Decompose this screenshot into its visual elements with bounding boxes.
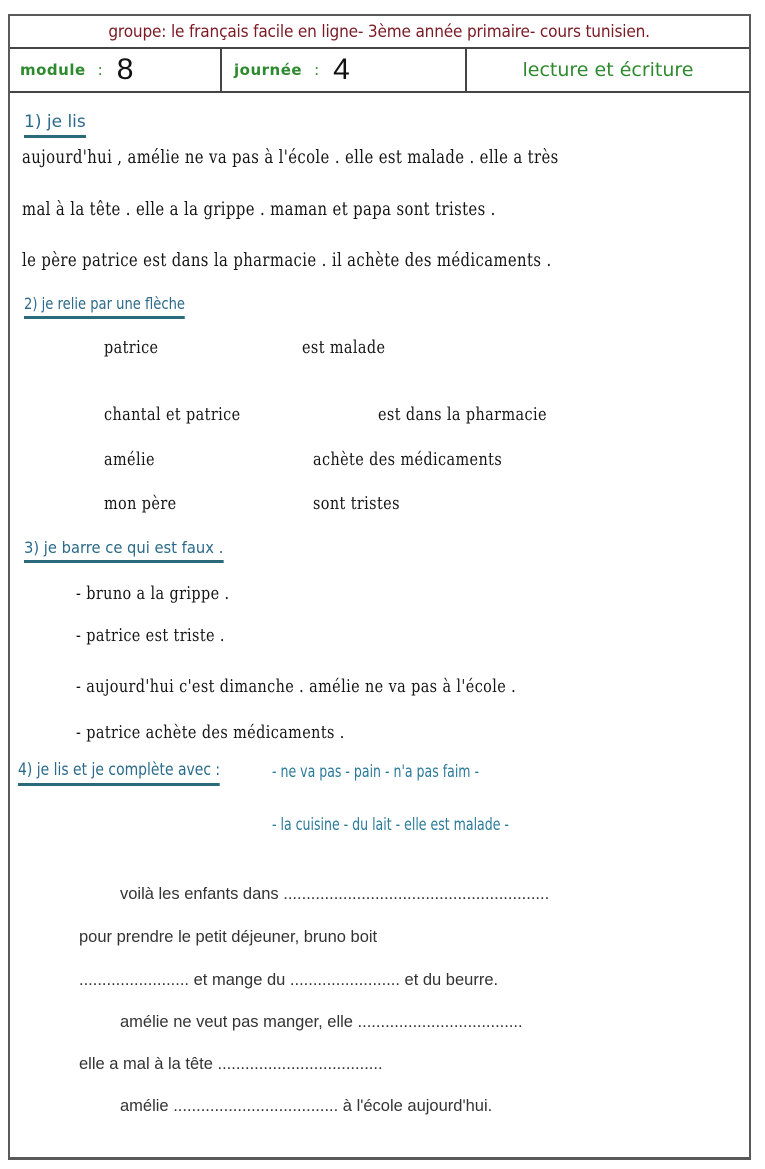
module-number: 8 (116, 53, 134, 86)
module-cell (10, 49, 222, 91)
match-left-2: chantal et patrice (104, 404, 241, 425)
journee-colon: : (314, 61, 320, 79)
fill-line-5: elle a mal à la tête .................................... (79, 1055, 383, 1073)
word-bank-line-1: - ne va pas - pain - n'a pas faim - (272, 762, 480, 782)
true-false-item-2: - patrice est triste . (76, 625, 225, 646)
header-title: groupe: le français facile en ligne- 3ème année primaire- cours tunisien. (108, 22, 651, 41)
section4-heading: 4) je lis et je complète avec : (18, 760, 220, 786)
fill-line-3: ........................ et mange du ........................ et du beurre. (79, 971, 499, 989)
journee-number: 4 (333, 53, 350, 86)
match-right-2: est dans la pharmacie (378, 404, 547, 425)
word-bank-line-2: - la cuisine - du lait - elle est malade - (272, 815, 509, 835)
header-info-row (10, 49, 749, 93)
match-right-4: sont tristes (313, 493, 400, 514)
journee-label: journée (234, 61, 303, 79)
match-left-3: amélie (104, 449, 155, 470)
module-label: module (20, 61, 86, 79)
reading-line-3: le père patrice est dans la pharmacie . il achète des médicaments . (22, 249, 552, 271)
module-colon: : (97, 61, 103, 79)
header-title-row (10, 16, 749, 49)
match-right-1: est malade (302, 337, 386, 358)
subject-title: lecture et écriture (522, 59, 694, 81)
fill-line-2: pour prendre le petit déjeuner, bruno boit (79, 928, 378, 946)
fill-line-6: amélie .................................... à l'école aujourd'hui. (120, 1097, 493, 1115)
match-left-4: mon père (104, 493, 177, 514)
match-left-1: patrice (104, 337, 159, 358)
subject-cell (467, 49, 749, 91)
true-false-item-1: - bruno a la grippe . (76, 583, 230, 604)
true-false-item-4: - patrice achète des médicaments . (76, 722, 345, 743)
fill-line-1: voilà les enfants dans .......................................................... (120, 885, 550, 903)
true-false-item-3: - aujourd'hui c'est dimanche . amélie ne va pas à l'école . (76, 676, 517, 697)
section3-heading: 3) je barre ce qui est faux . (24, 538, 223, 563)
match-right-3: achète des médicaments (313, 449, 503, 470)
journee-cell (222, 49, 467, 91)
reading-line-1: aujourd'hui , amélie ne va pas à l'école . elle est malade . elle a très (22, 146, 559, 168)
fill-line-4: amélie ne veut pas manger, elle .................................... (120, 1013, 523, 1031)
reading-line-2: mal à la tête . elle a la grippe . maman et papa sont tristes . (22, 198, 496, 220)
section2-heading: 2) je relie par une flèche (24, 294, 185, 319)
section1-heading: 1) je lis (24, 112, 86, 138)
